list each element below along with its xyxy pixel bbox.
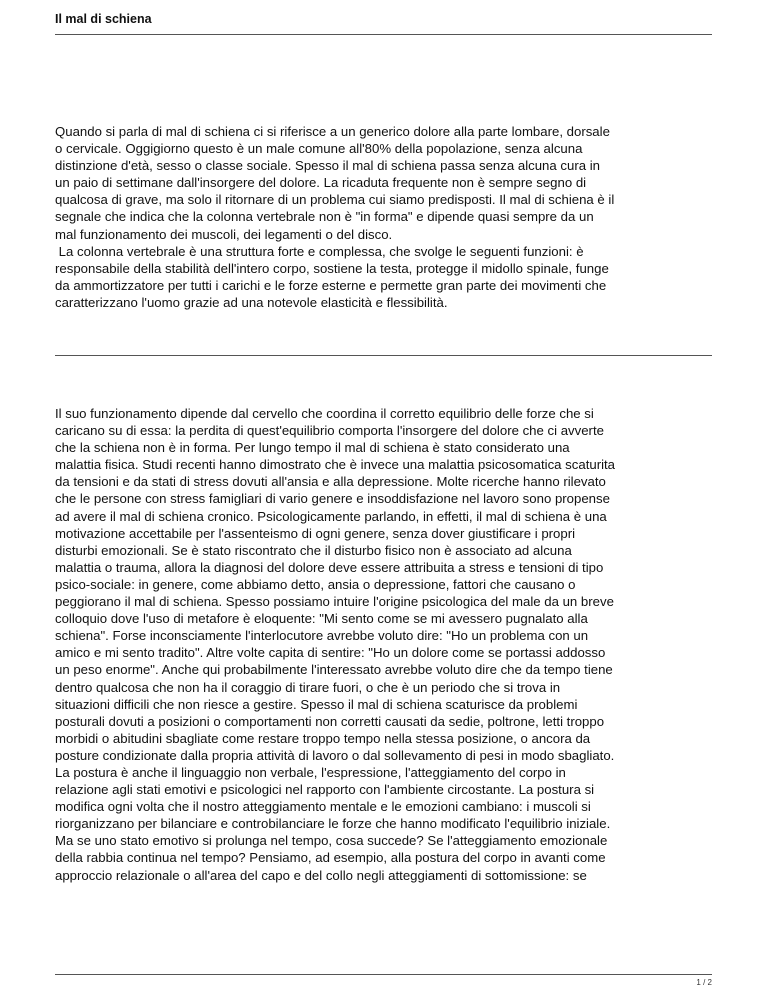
text-line: caricano su di essa: la perdita di quest'equilibrio comporta l'insorgere del dolore che ci avverte: [55, 423, 604, 439]
text-line: distinzione d'età, sesso o classe sociale. Spesso il mal di schiena passa senza alcuna cura in: [55, 158, 600, 174]
text-line: La postura è anche il linguaggio non verbale, l'espressione, l'atteggiamento del corpo in: [55, 764, 566, 780]
text-line: Il suo funzionamento dipende dal cervello che coordina il corretto equilibrio delle forze che si: [55, 406, 594, 421]
text-line: da tensioni e da stati di stress dovuti all'ansia e alla depressione. Molte ricerche hanno rilevato: [55, 474, 606, 490]
text-line: malattia fisica. Studi recenti hanno dimostrato che è invece una malattia psicosomatica scaturita: [55, 457, 616, 473]
intro-paragraph: [55, 123, 715, 311]
text-line: morbidi o abitudini sbagliate come restare troppo tempo nella stessa posizione, o ancora da: [55, 730, 591, 746]
text-line: responsabile della stabilità dell'intero corpo, sostiene la testa, protegge il midollo spinale, funge: [55, 260, 609, 276]
text-line: o cervicale. Oggigiorno questo è un male comune all'80% della popolazione, senza alcuna: [55, 141, 583, 157]
text-line: della rabbia continua nel tempo? Pensiamo, ad esempio, alla postura del corpo in avanti come: [55, 850, 606, 866]
text-line: motivazione accettabile per l'assenteismo di ogni genere, senza dover giustificare i propri: [55, 525, 576, 541]
text-line: riorganizzano per bilanciare e controbilanciare le forze che hanno modificato l'equilibrio iniziale.: [55, 816, 611, 832]
text-line: malattia o trauma, allora la diagnosi del dolore deve essere attribuita a stress e tensioni di tipo: [55, 559, 604, 575]
text-line: colloquio dove l'uso di metafore è eloquente: "Mi sento come se mi avessero pugnalato alla: [55, 611, 588, 627]
footer-divider: [55, 974, 712, 975]
section-divider: [55, 355, 712, 356]
text-line: mal funzionamento dei muscoli, dei legamenti o del disco.: [55, 226, 393, 242]
text-line: ad avere il mal di schiena cronico. Psicologicamente parlando, in effetti, il mal di schiena è una: [55, 508, 607, 524]
text-line: psico-sociale: in genere, come abbiamo detto, ansia o depressione, fattori che causano o: [55, 576, 576, 592]
text-line: un peso enorme". Anche qui probabilmente l'interessato avrebbe voluto dire che da tempo tiene: [55, 662, 613, 678]
text-line: relazione agli stati emotivi e psicologici nel rapporto con l'ambiente circostante. La postura si: [55, 782, 595, 798]
page-header-title: Il mal di schiena: [55, 12, 152, 26]
text-line: segnale che indica che la colonna vertebrale non è "in forma" e dipende quasi sempre da un: [55, 209, 594, 225]
text-line: che la schiena non è in forma. Per lungo tempo il mal di schiena è stato considerato una: [55, 440, 570, 456]
text-line: modifica ogni volta che il nostro atteggiamento mentale e le emozioni cambiano: i muscoli si: [55, 799, 591, 815]
text-line: La colonna vertebrale è una struttura forte e complessa, che svolge le seguenti funzioni: è: [55, 243, 584, 259]
text-line: approccio relazionale o all'area del capo e del collo negli atteggiamenti di sottomissione: se: [55, 867, 587, 883]
text-line: Quando si parla di mal di schiena ci si riferisce a un generico dolore alla parte lombare, dorsale: [55, 124, 610, 139]
text-line: situazioni difficili che non riesce a gestire. Spesso il mal di schiena scaturisce da problemi: [55, 696, 578, 712]
text-line: qualcosa di grave, ma solo il ritornare di un problema cui siamo predisposti. Il mal di schiena è il: [55, 192, 615, 208]
body-paragraph: [55, 405, 715, 884]
text-line: che le persone con stress famigliari di vario genere e insoddisfazione nel lavoro sono propense: [55, 491, 610, 507]
text-line: schiena". Forse inconsciamente l'interlocutore avrebbe voluto dire: "Ho un problema con un: [55, 628, 589, 644]
text-line: disturbi emozionali. Se è stato riscontrato che il disturbo fisico non è associato ad alcuna: [55, 542, 572, 558]
text-line: Ma se uno stato emotivo si prolunga nel tempo, cosa succede? Se l'atteggiamento emozionale: [55, 833, 608, 849]
text-line: da ammortizzatore per tutti i carichi e le forze esterne e permette gran parte dei movimenti che: [55, 277, 607, 293]
text-line: peggiorano il mal di schiena. Spesso possiamo intuire l'origine psicologica del male da un breve: [55, 594, 614, 610]
text-line: amico e mi sento tradito". Altre volte capita di sentire: "Ho un dolore come se portassi addosso: [55, 645, 606, 661]
text-line: posturali dovuti a posizioni o comportamenti non corretti causati da sedie, poltrone, letti troppo: [55, 713, 605, 729]
text-line: un paio di settimane dall'insorgere del dolore. La ricaduta frequente non è sempre segno di: [55, 175, 587, 191]
text-line: posture condizionate dalla propria attività di lavoro o dal sollevamento di pesi in modo sbagliato.: [55, 747, 615, 763]
page-number: 1 / 2: [696, 978, 712, 987]
header-divider: [55, 34, 712, 35]
text-line: caratterizzano l'uomo grazie ad una notevole elasticità e flessibilità.: [55, 294, 448, 310]
text-line: dentro qualcosa che non ha il coraggio di tirare fuori, o che è un periodo che si trova in: [55, 679, 561, 695]
